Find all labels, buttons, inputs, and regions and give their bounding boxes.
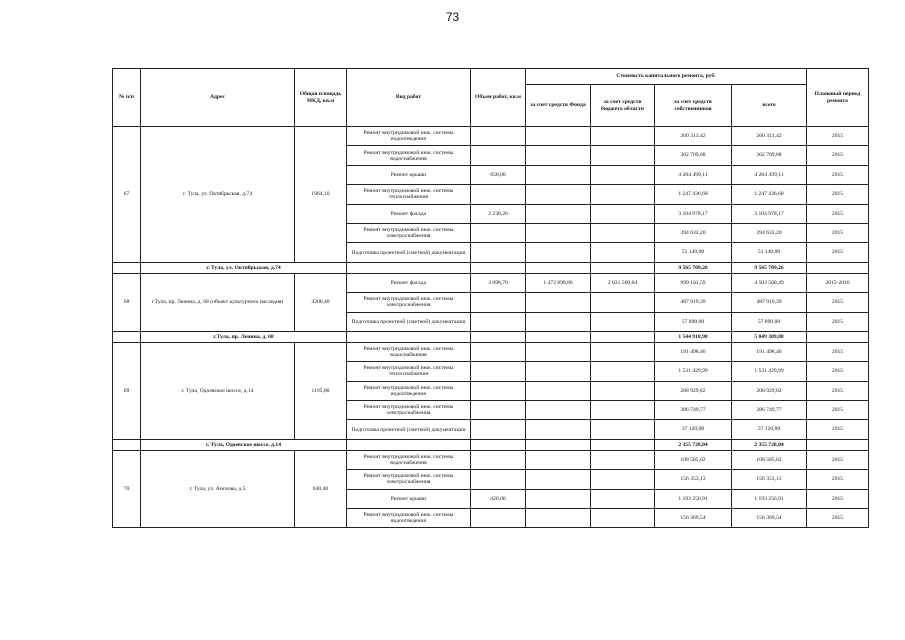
work-type-cell: Ремонт внутридомовой инж. системы водоснабжения (347, 342, 471, 361)
owners-cost-cell: 260 313,42 (655, 127, 732, 146)
owners-cost-cell: 394 632,20 (655, 223, 732, 242)
region-cost-cell (591, 165, 655, 184)
total-cost-cell: 1 531 429,99 (732, 362, 807, 381)
volume-cell (471, 146, 526, 165)
owners-cost-cell: 37 120,00 (655, 420, 732, 439)
period-cell: 2015 (807, 401, 869, 420)
subtotal-row (113, 439, 869, 450)
region-cost-cell: 2 031 500,04 (591, 273, 655, 292)
region-cost-cell (591, 146, 655, 165)
region-cost-cell (591, 489, 655, 508)
period-cell: 2015 (807, 362, 869, 381)
fund-cost-cell (526, 243, 591, 262)
header-period: Плановый период ремонта (807, 69, 869, 127)
header-cost-group: Стоимость капитального ремонта, руб. (526, 69, 807, 85)
fund-cost-cell (526, 381, 591, 400)
fund-cost-cell (526, 362, 591, 381)
work-type-cell: Ремонт внутридомовой инж. системы водоотведения (347, 381, 471, 400)
subtotal-empty (471, 439, 526, 450)
subtotal-empty (471, 331, 526, 342)
volume-cell (471, 312, 526, 331)
subtotal-empty (807, 262, 869, 273)
fund-cost-cell (526, 489, 591, 508)
fund-cost-cell (526, 204, 591, 223)
subtotal-empty (807, 439, 869, 450)
subtotal-total: 2 355 728,04 (732, 439, 807, 450)
period-cell: 2015 (807, 146, 869, 165)
fund-cost-cell (526, 450, 591, 469)
work-type-cell: Ремонт крыши (347, 165, 471, 184)
period-cell: 2015 (807, 470, 869, 489)
subtotal-empty (526, 439, 591, 450)
total-cost-cell: 108 585,62 (732, 450, 807, 469)
owners-cost-cell: 57 890,00 (655, 312, 732, 331)
table-row (113, 342, 869, 361)
header-address: Адрес (141, 69, 295, 127)
owners-cost-cell: 156 353,13 (655, 470, 732, 489)
period-cell: 2015 (807, 185, 869, 204)
object-area: 4200,40 (295, 273, 347, 331)
work-type-cell: Ремонт внутридомовой инж. системы водоснабжения (347, 146, 471, 165)
period-cell: 2015-2016 (807, 273, 869, 292)
header-volume: Объем работ, кв.м (471, 69, 526, 127)
subtotal-num-cell (113, 262, 141, 273)
total-cost-cell: 51 140,00 (732, 243, 807, 262)
region-cost-cell (591, 470, 655, 489)
total-cost-cell: 156 353,13 (732, 470, 807, 489)
period-cell: 2015 (807, 312, 869, 331)
period-cell: 2015 (807, 489, 869, 508)
fund-cost-cell (526, 312, 591, 331)
region-cost-cell (591, 401, 655, 420)
header-work-type: Вид работ (347, 69, 471, 127)
fund-cost-cell (526, 185, 591, 204)
fund-cost-cell (526, 470, 591, 489)
total-cost-cell: 260 313,42 (732, 127, 807, 146)
work-type-cell: Ремонт внутридомовой инж. системы электроснабжения (347, 293, 471, 312)
volume-cell (471, 420, 526, 439)
repair-table (112, 68, 869, 528)
region-cost-cell (591, 420, 655, 439)
owners-cost-cell: 51 140,00 (655, 243, 732, 262)
volume-cell: 420,00 (471, 489, 526, 508)
work-type-cell: Ремонт внутридомовой инж. системы теплоснабжения (347, 185, 471, 204)
owners-cost-cell: 386 749,77 (655, 401, 732, 420)
volume-cell (471, 127, 526, 146)
total-cost-cell: 4 204 499,11 (732, 165, 807, 184)
volume-cell (471, 243, 526, 262)
volume-cell: 658,00 (471, 165, 526, 184)
subtotal-empty (347, 439, 471, 450)
total-cost-cell: 156 369,54 (732, 509, 807, 528)
header-owners: за счет средств собственников (655, 85, 732, 127)
object-number: 68 (113, 273, 141, 331)
owners-cost-cell: 999 101,59 (655, 273, 732, 292)
fund-cost-cell (526, 223, 591, 242)
table-body (113, 127, 869, 528)
volume-cell (471, 185, 526, 204)
object-area: 1195,00 (295, 342, 347, 439)
total-cost-cell: 302 709,68 (732, 146, 807, 165)
work-type-cell: Ремонт внутридомовой инж. системы электроснабжения (347, 401, 471, 420)
subtotal-total: 9 565 709,26 (732, 262, 807, 273)
region-cost-cell (591, 362, 655, 381)
volume-cell (471, 362, 526, 381)
period-cell: 2015 (807, 204, 869, 223)
total-cost-cell: 487 919,39 (732, 293, 807, 312)
volume-cell (471, 401, 526, 420)
fund-cost-cell (526, 420, 591, 439)
region-cost-cell (591, 243, 655, 262)
subtotal-empty (591, 331, 655, 342)
volume-cell: 2 230,26 (471, 204, 526, 223)
volume-cell (471, 470, 526, 489)
work-type-cell: Ремонт крыши (347, 489, 471, 508)
work-type-cell: Подготовка проектной (сметной) документации (347, 420, 471, 439)
subtotal-num-cell (113, 331, 141, 342)
owners-cost-cell: 3 104 978,17 (655, 204, 732, 223)
work-type-cell: Ремонт фасада (347, 273, 471, 292)
subtotal-label: г. Тула, ул. Октябрьская, д.74 (141, 262, 347, 273)
total-cost-cell: 4 503 500,49 (732, 273, 807, 292)
fund-cost-cell (526, 509, 591, 528)
region-cost-cell (591, 312, 655, 331)
owners-cost-cell: 108 585,62 (655, 450, 732, 469)
owners-cost-cell: 191 498,46 (655, 342, 732, 361)
region-cost-cell (591, 381, 655, 400)
object-area: 640,40 (295, 450, 347, 528)
object-number: 67 (113, 127, 141, 263)
subtotal-row (113, 331, 869, 342)
period-cell: 2015 (807, 127, 869, 146)
total-cost-cell: 208 929,82 (732, 381, 807, 400)
total-cost-cell: 37 120,00 (732, 420, 807, 439)
work-type-cell: Ремонт фасада (347, 204, 471, 223)
header-fund: за счет средств Фонда (526, 85, 591, 127)
period-cell: 2015 (807, 342, 869, 361)
table-row (113, 273, 869, 292)
fund-cost-cell (526, 165, 591, 184)
total-cost-cell: 1 247 436,68 (732, 185, 807, 204)
work-type-cell: Подготовка проектной (сметной) документации (347, 312, 471, 331)
page-number: 73 (445, 10, 460, 24)
total-cost-cell: 386 749,77 (732, 401, 807, 420)
total-cost-cell: 1 193 256,91 (732, 489, 807, 508)
region-cost-cell (591, 204, 655, 223)
subtotal-total: 5 049 309,88 (732, 331, 807, 342)
fund-cost-cell: 1 472 898,86 (526, 273, 591, 292)
subtotal-empty (591, 262, 655, 273)
subtotal-empty (347, 262, 471, 273)
period-cell: 2015 (807, 420, 869, 439)
fund-cost-cell (526, 127, 591, 146)
subtotal-label: г. Тула, Одоевское шоссе, д.14 (141, 439, 347, 450)
work-type-cell: Ремонт внутридомовой инж. системы водоотведения (347, 127, 471, 146)
subtotal-empty (591, 439, 655, 450)
header-num: № п/п (113, 69, 141, 127)
region-cost-cell (591, 509, 655, 528)
table-row (113, 127, 869, 146)
table-row (113, 450, 869, 469)
region-cost-cell (591, 127, 655, 146)
region-cost-cell (591, 185, 655, 204)
period-cell: 2015 (807, 223, 869, 242)
total-cost-cell: 3 104 978,17 (732, 204, 807, 223)
subtotal-empty (526, 331, 591, 342)
work-type-cell: Ремонт внутридомовой инж. системы электроснабжения (347, 470, 471, 489)
subtotal-num-cell (113, 439, 141, 450)
region-cost-cell (591, 450, 655, 469)
fund-cost-cell (526, 146, 591, 165)
period-cell: 2015 (807, 450, 869, 469)
period-cell: 2015 (807, 165, 869, 184)
subtotal-label: г.Тула, пр. Ленина, д. 68 (141, 331, 347, 342)
object-address: г. Тула, ул. Ансеова, д.5 (141, 450, 295, 528)
object-address: г. Тула, ул. Октябрьская, д.74 (141, 127, 295, 263)
object-number: 70 (113, 450, 141, 528)
owners-cost-cell: 156 369,54 (655, 509, 732, 528)
object-address: г. Тула, Одоевское шоссе, д.14 (141, 342, 295, 439)
subtotal-empty (526, 262, 591, 273)
region-cost-cell (591, 342, 655, 361)
subtotal-row (113, 262, 869, 273)
period-cell: 2015 (807, 381, 869, 400)
header-area: Общая площадь МКД, кв.м (295, 69, 347, 127)
subtotal-empty (471, 262, 526, 273)
total-cost-cell: 394 632,20 (732, 223, 807, 242)
work-type-cell: Ремонт внутридомовой инж. системы водоснабжения (347, 450, 471, 469)
subtotal-owners: 2 355 728,04 (655, 439, 732, 450)
volume-cell (471, 342, 526, 361)
work-type-cell: Ремонт внутридомовой инж. системы теплоснабжения (347, 362, 471, 381)
subtotal-owners: 1 544 910,98 (655, 331, 732, 342)
fund-cost-cell (526, 342, 591, 361)
volume-cell (471, 381, 526, 400)
owners-cost-cell: 208 929,82 (655, 381, 732, 400)
owners-cost-cell: 4 204 499,11 (655, 165, 732, 184)
object-area: 1964,10 (295, 127, 347, 263)
volume-cell (471, 509, 526, 528)
subtotal-empty (807, 331, 869, 342)
owners-cost-cell: 1 193 256,91 (655, 489, 732, 508)
fund-cost-cell (526, 293, 591, 312)
subtotal-empty (347, 331, 471, 342)
region-cost-cell (591, 293, 655, 312)
period-cell: 2015 (807, 293, 869, 312)
owners-cost-cell: 1 531 429,99 (655, 362, 732, 381)
object-number: 69 (113, 342, 141, 439)
work-type-cell: Ремонт внутридомовой инж. системы электроснабжения (347, 223, 471, 242)
header-total: всего (732, 85, 807, 127)
subtotal-owners: 9 565 709,26 (655, 262, 732, 273)
owners-cost-cell: 1 247 436,68 (655, 185, 732, 204)
volume-cell (471, 450, 526, 469)
work-type-cell: Подготовка проектной (сметной) документации (347, 243, 471, 262)
volume-cell: 3 098,70 (471, 273, 526, 292)
period-cell: 2015 (807, 509, 869, 528)
total-cost-cell: 57 890,00 (732, 312, 807, 331)
volume-cell (471, 223, 526, 242)
volume-cell (471, 293, 526, 312)
fund-cost-cell (526, 401, 591, 420)
region-cost-cell (591, 223, 655, 242)
owners-cost-cell: 302 709,68 (655, 146, 732, 165)
table-header (113, 69, 869, 127)
header-region: за счет средств бюджета области (591, 85, 655, 127)
object-address: г.Тула, пр. Ленина, д. 68 (объект культурного наследия) (141, 273, 295, 331)
work-type-cell: Ремонт внутридомовой инж. системы водоотведения (347, 509, 471, 528)
owners-cost-cell: 487 919,39 (655, 293, 732, 312)
total-cost-cell: 191 498,46 (732, 342, 807, 361)
period-cell: 2015 (807, 243, 869, 262)
